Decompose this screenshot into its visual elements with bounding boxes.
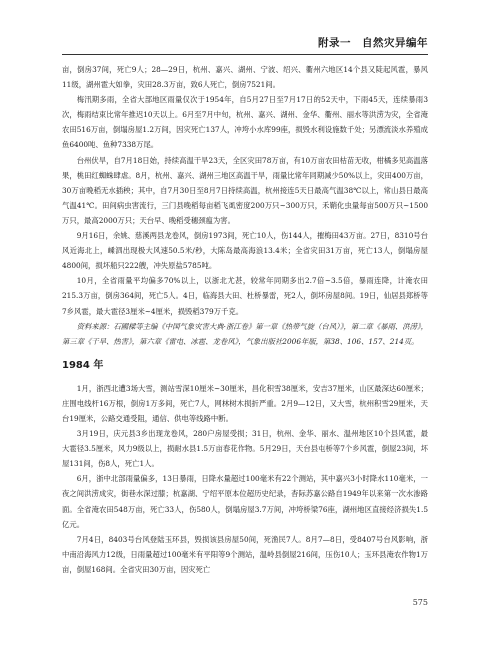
header-section-title: 附录一 自然灾异编年 [318,37,428,49]
page-number: 575 [412,598,428,607]
page-header [62,34,428,55]
paragraph-june-rainstorm: 6月，浙中北部雨量偏多，13日暴雨，日降水量超过100毫米有22个测站，其中嘉兴3小时降水110毫米，一夜之间洪涝成灾，街巷水深过膝；杭嘉湖、宁绍平原本位超历史纪录，杳际苏嘉公路自1949年以来第一次水渗路面。全省淹农田548万亩，死亡33人，伤580人，倒塌房屋3.7万间，冲垮桥梁76座，湖州地区直接经济损失1.5亿元。 [62,474,428,529]
paragraph-meiyu-rain: 梅汛期多雨，全省大部地区雨量仅次于1954年，自5月27日至7月17日的52天中，下雨45天，连续暴雨3次，梅雨结束比常年推迟10天以上。6月至7月中旬，杭州、嘉兴、湖州、金华、衢州、丽水等洪涝为灾，全省淹农田516万亩，倒塌房屋1.2万间，因灾死亡137人，冲垮小水库99座，损毁水利设施数千处；另漂流淡水养殖成鱼6400吨、鱼种7338万尾。 [62,95,428,150]
paragraph-source-note: 资料来源：石國樑等主编《中国气象灾害大典·浙江卷》第一章《热带气旋（台风）》，第二章《暴雨、洪涝》，第三章《干旱、热害》，第六章《雷电、冰雹、龙卷风》，气象出版社2006年版，第38、106、157、214页。 [62,321,428,346]
page-content [62,62,428,577]
paragraph-1983-continuation: 亩，倒房37间，死亡9人；28—29日，杭州、嘉兴、湖州、宁波、绍兴、衢州六地区14个县又陡起风雹，暴风11级，湖州雹大如拳，灾田28.3万亩，致6人死亡，倒房7521间。 [62,65,428,90]
paragraph-march-hail: 3月19日，庆元县3乡出现龙卷风，280户房屋受损；31日，杭州、金华、丽水、温州地区10个县风雹，最大雹径3.5厘米，风力9级以上，损耐水县1.5万亩春花作物。5月29日，天台县屯桥等7个乡风雹，倒屋23间，坏屋131间，伤8人，死亡1人。 [62,429,428,469]
paragraph-january-snow: 1月，浙西北遭3场大雪，测站雪深10厘米~30厘米，昌化积雪38厘米，安吉37厘米，山区最深达60厘米；庄围电线杆16万根，倒房1万多间，死亡7人，网林树木损折严重。2月9—12日，又大雪，杭州积雪29厘米，天台19厘米，公路交通受阻，通信、供电等线路中断。 [62,383,428,423]
paragraph-october-rain: 10月，全省雨量平均偏多70%以上，以浙北尤甚，较常年同期多出2.7倍~3.5倍，暴雨连降，计淹农田215.3万亩，倒房364间，死亡5人。4日，临海县大田、杜桥暴雷，死2人，倒坏房屋8间。19日，仙居县郑桥等7乡风雹，最大雹径3厘米~4厘米，损毁稻379万千克。 [62,276,428,316]
paragraph-july-typhoon: 7月4日，8403号台风登陆玉环县，毁损该县房屋50间，死渔民7人。8月7—8日，受8407号台风影响，浙中南沿海风力12级，日雨量超过100毫米有平阳等9个测站，温岭县倒屋216间，压伤10人；玉环县淹农作物1万亩，倒屋168间。全省灾田30万亩，因灾死亡 [62,534,428,574]
year-heading-1984: 1984 年 [62,359,104,371]
paragraph-taizhou-drought: 台州伏旱，自7月18日始，持续高温干旱23天，全区灾田78万亩，有10万亩农田枯苗无收，柑橘多见高温落果，桃田红蜘蛛肆虐。8月，杭州、嘉兴、湖州三地区高温干旱，雨量比常年同期减少50%以上，灾田400万亩，30万亩晚稻无水插秧；其中，自7月30日至8月7日持续高温，杭州接连5天日最高气温38℃以上，常山县日最高气温41℃。田间病虫害流行，三门县晚稻每亩稻飞虱密度200万只~300万只，禾鞘化虫量每亩500万只~1500万只，最高2000万只；天台早、晚稻受穗颈瘟为害。 [62,155,428,225]
paragraph-september-tornado: 9月16日，余姚、慈溪两县龙卷风，倒房1973间，死亡10人，伤144人，摧梅田43万亩。27日，8310号台风近海北上，嵊泗出现极大风速50.5米/秒，大陈岛最高海浪13.4米；全省灾田31万亩，死亡13人，倒塌房屋4800间，损坏船只222艘，冲失原盐5785吨。 [62,231,428,271]
